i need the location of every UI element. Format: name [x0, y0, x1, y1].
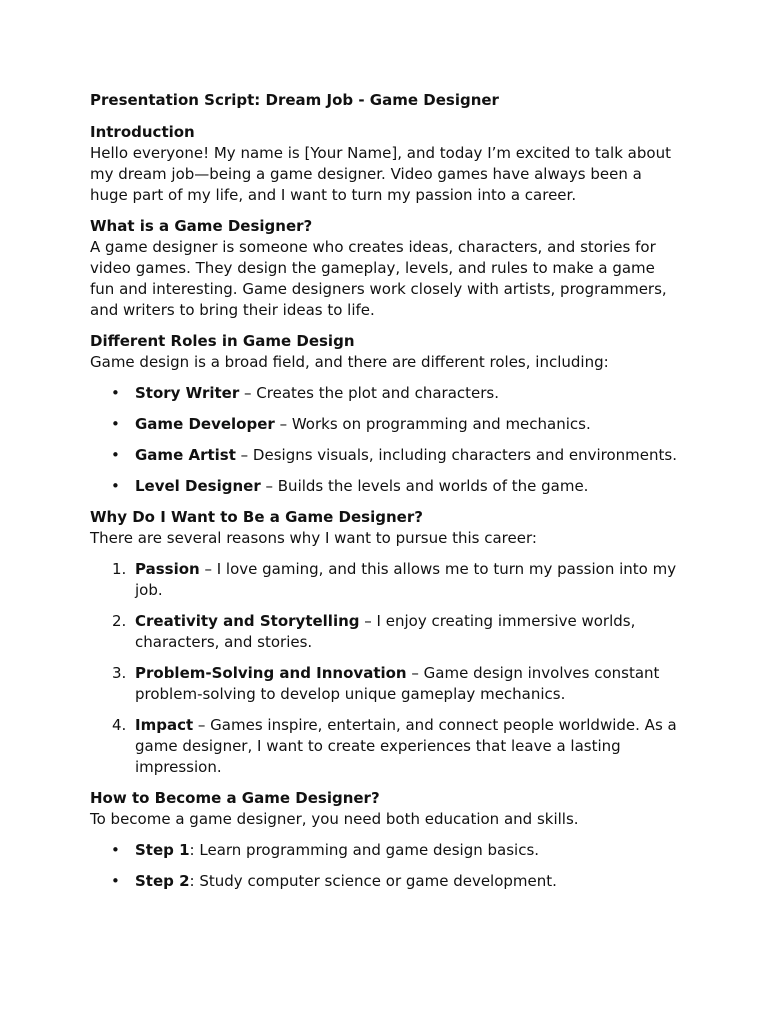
bullet-icon: • — [111, 446, 120, 464]
list-item-term: Game Artist — [135, 446, 236, 464]
list-item-term: Step 2 — [135, 872, 190, 890]
list-item-text: : Learn programming and game design basics. — [189, 841, 540, 859]
list-item-text: – I enjoy creating immersive worlds, characters, and stories. — [135, 612, 636, 651]
bullet-icon: • — [111, 415, 120, 433]
list-item-term: Creativity and Storytelling — [135, 612, 360, 630]
list-item — [90, 445, 680, 466]
steps-list — [90, 840, 680, 892]
list-item — [90, 559, 680, 601]
reasons-list — [90, 559, 680, 778]
list-item-text: – Designs visuals, including characters and environments. — [235, 446, 677, 464]
list-item — [90, 840, 680, 861]
list-item-text: – Game design involves constant problem-solving to develop unique gameplay mechanics. — [135, 664, 660, 703]
list-item-text: – I love gaming, and this allows me to turn my passion into my job. — [135, 560, 677, 599]
list-item-term: Impact — [135, 716, 194, 734]
bullet-icon: • — [111, 477, 120, 495]
list-number: 4. — [112, 716, 127, 734]
list-item-term: Problem-Solving and Innovation — [135, 664, 407, 682]
list-number: 1. — [112, 560, 127, 578]
section-heading: How to Become a Game Designer? — [90, 789, 380, 807]
list-item — [90, 414, 680, 435]
list-number: 2. — [112, 612, 127, 630]
list-number: 3. — [112, 664, 127, 682]
list-item — [90, 611, 680, 653]
bullet-icon: • — [111, 841, 120, 859]
section-introduction — [90, 122, 680, 206]
bullet-icon: • — [111, 872, 120, 890]
list-item — [90, 663, 680, 705]
section-paragraph: To become a game designer, you need both education and skills. — [90, 810, 579, 828]
document-page — [90, 90, 680, 902]
list-item-text: – Works on programming and mechanics. — [274, 415, 591, 433]
list-item-term: Story Writer — [135, 384, 240, 402]
bullet-icon: • — [111, 384, 120, 402]
roles-list — [90, 383, 680, 497]
list-item-term: Level Designer — [135, 477, 261, 495]
list-item — [90, 871, 680, 892]
section-paragraph: Hello everyone! My name is [Your Name], and today I’m excited to talk about my dream job—being a game designer. Video games have always been a huge part of my life, and I want to turn my passion into a career. — [90, 144, 671, 204]
list-item — [90, 383, 680, 404]
section-heading: Introduction — [90, 123, 195, 141]
list-item — [90, 476, 680, 497]
list-item-term: Step 1 — [135, 841, 190, 859]
section-what-is-game-designer — [90, 216, 680, 321]
list-item-text: – Creates the plot and characters. — [239, 384, 500, 402]
list-item-text: – Builds the levels and worlds of the game. — [260, 477, 589, 495]
list-item-text: – Games inspire, entertain, and connect people worldwide. As a game designer, I want to create experiences that leave a lasting impression. — [135, 716, 677, 776]
section-paragraph: There are several reasons why I want to pursue this career: — [90, 529, 537, 547]
section-paragraph: Game design is a broad field, and there are different roles, including: — [90, 353, 609, 371]
section-heading: Why Do I Want to Be a Game Designer? — [90, 508, 423, 526]
list-item-term: Game Developer — [135, 415, 275, 433]
section-why — [90, 507, 680, 778]
document-title: Presentation Script: Dream Job - Game Designer — [90, 91, 499, 109]
section-heading: What is a Game Designer? — [90, 217, 313, 235]
section-roles — [90, 331, 680, 497]
list-item — [90, 715, 680, 778]
list-item-text: : Study computer science or game development. — [189, 872, 557, 890]
list-item-term: Passion — [135, 560, 200, 578]
section-paragraph: A game designer is someone who creates ideas, characters, and stories for video games. They design the gameplay, levels, and rules to make a game fun and interesting. Game designers work closely with artists, programmers, and writers to bring their ideas to life. — [90, 238, 667, 319]
section-heading: Different Roles in Game Design — [90, 332, 355, 350]
section-how-to-become — [90, 788, 680, 892]
